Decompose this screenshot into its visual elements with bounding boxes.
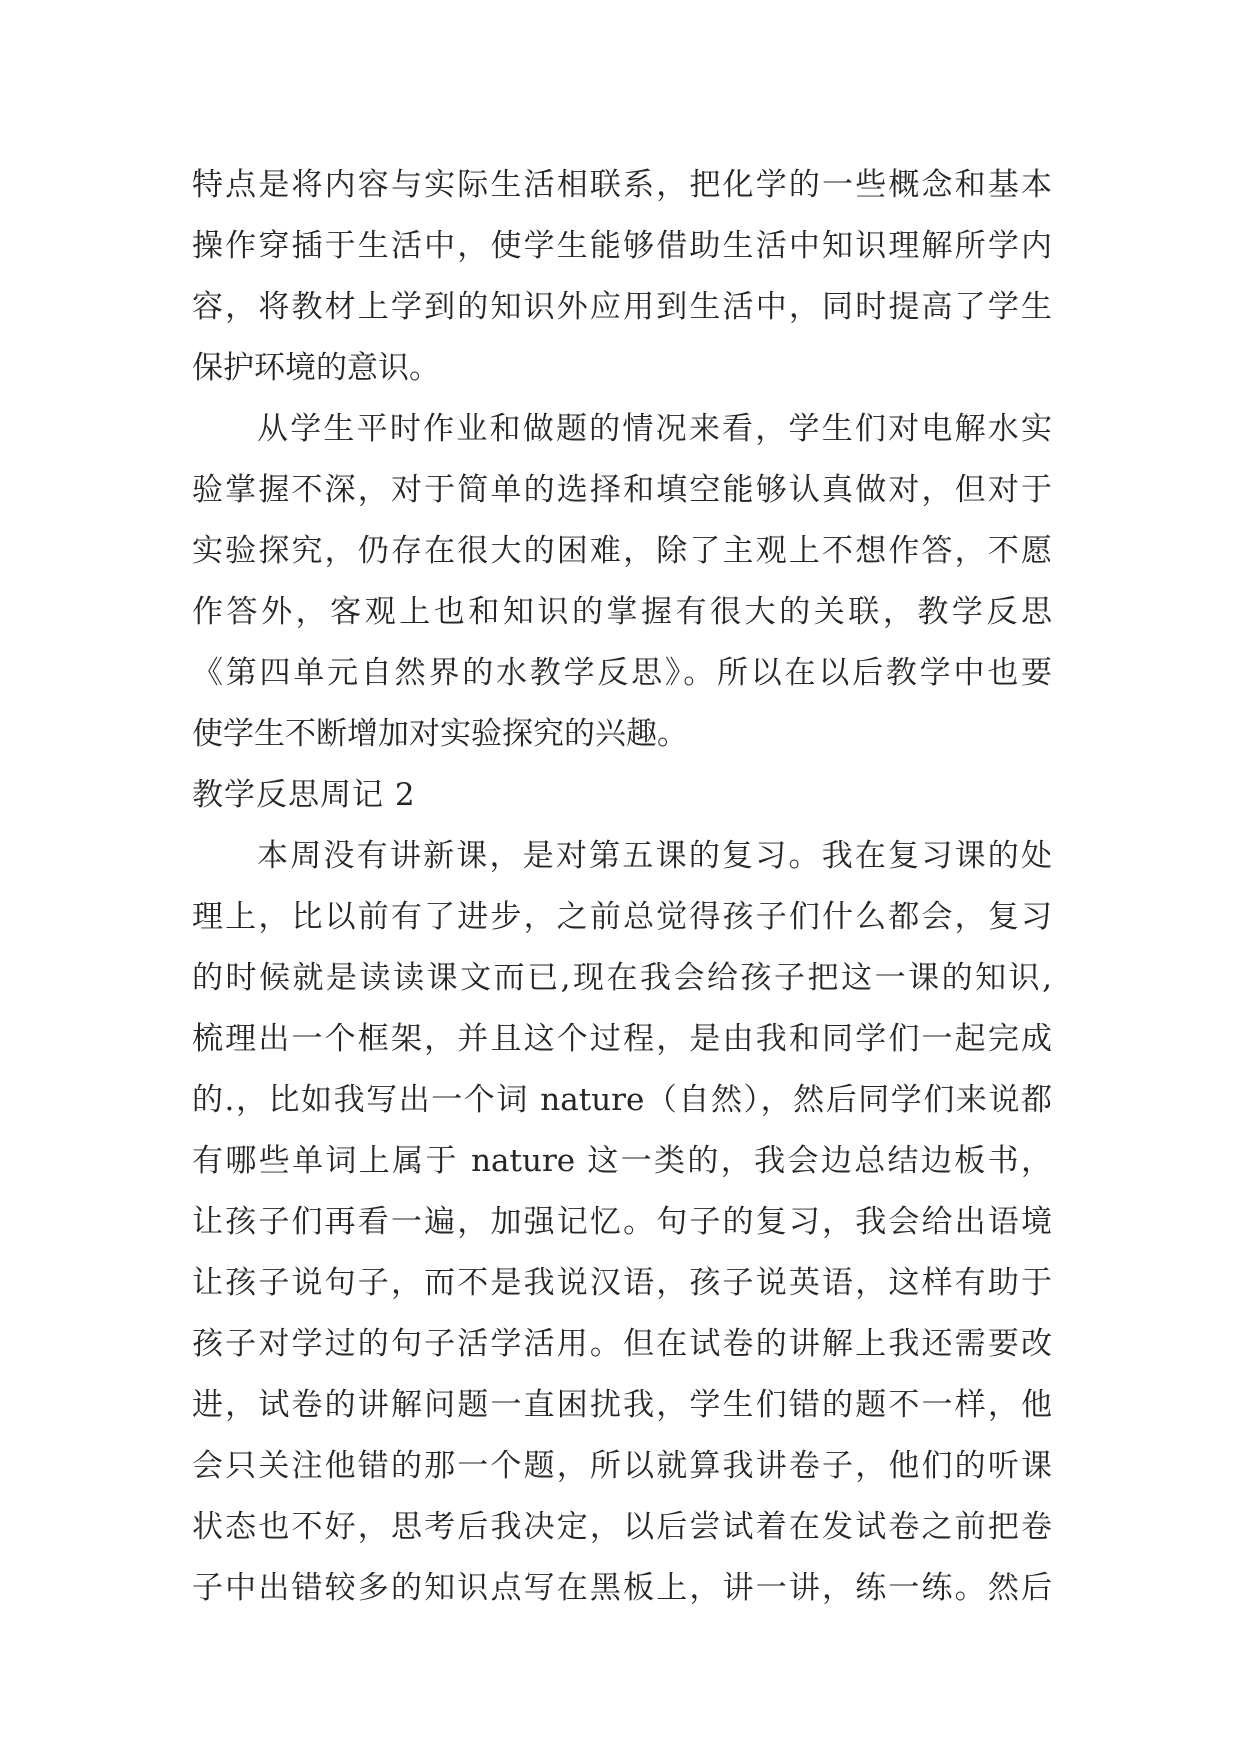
paragraph-line: 的.，比如我写出一个词 nature（自然），然后同学们来说都 xyxy=(192,1082,1052,1118)
paragraph-line: 会只关注他错的那一个题，所以就算我讲卷子，他们的听课 xyxy=(192,1448,1052,1484)
paragraph-line: 进，试卷的讲解问题一直困扰我，学生们错的题不一样，他 xyxy=(192,1387,1052,1423)
paragraph-line: 操作穿插于生活中，使学生能够借助生活中知识理解所学内 xyxy=(192,228,1052,264)
paragraph-line: 状态也不好，思考后我决定，以后尝试着在发试卷之前把卷 xyxy=(192,1509,1052,1545)
paragraph-line: 使学生不断增加对实验探究的兴趣。 xyxy=(192,716,688,752)
paragraph-line: 《第四单元自然界的水教学反思》。所以在以后教学中也要 xyxy=(192,655,1052,691)
section-heading: 教学反思周记 2 xyxy=(192,777,416,813)
paragraph-line: 让孩子们再看一遍，加强记忆。句子的复习，我会给出语境 xyxy=(192,1204,1052,1240)
paragraph-line: 孩子对学过的句子活学活用。但在试卷的讲解上我还需要改 xyxy=(192,1326,1052,1362)
paragraph-line: 有哪些单词上属于 nature 这一类的，我会边总结边板书， xyxy=(192,1143,1052,1179)
paragraph-line: 让孩子说句子，而不是我说汉语，孩子说英语，这样有助于 xyxy=(192,1265,1052,1301)
paragraph-line: 从学生平时作业和做题的情况来看，学生们对电解水实 xyxy=(257,411,1052,447)
document-body xyxy=(192,155,1052,1619)
paragraph-line: 梳理出一个框架，并且这个过程，是由我和同学们一起完成 xyxy=(192,1021,1052,1057)
paragraph-1 xyxy=(192,155,1052,399)
paragraph-line: 特点是将内容与实际生活相联系，把化学的一些概念和基本 xyxy=(192,167,1052,203)
paragraph-line: 实验探究，仍存在很大的困难，除了主观上不想作答，不愿 xyxy=(192,533,1052,569)
paragraph-line: 理上，比以前有了进步，之前总觉得孩子们什么都会，复习 xyxy=(192,899,1052,935)
paragraph-line: 的时候就是读读课文而已,现在我会给孩子把这一课的知识, xyxy=(192,960,1052,996)
paragraph-line: 保护环境的意识。 xyxy=(192,350,440,386)
paragraph-3 xyxy=(192,826,1052,1619)
paragraph-line: 验掌握不深，对于简单的选择和填空能够认真做对，但对于 xyxy=(192,472,1052,508)
paragraph-line: 子中出错较多的知识点写在黑板上，讲一讲，练一练。然后 xyxy=(192,1570,1052,1606)
paragraph-line: 容，将教材上学到的知识外应用到生活中，同时提高了学生 xyxy=(192,289,1052,325)
paragraph-2 xyxy=(192,399,1052,765)
paragraph-line: 作答外，客观上也和知识的掌握有很大的关联，教学反思 xyxy=(192,594,1052,630)
paragraph-line: 本周没有讲新课，是对第五课的复习。我在复习课的处 xyxy=(257,838,1052,874)
